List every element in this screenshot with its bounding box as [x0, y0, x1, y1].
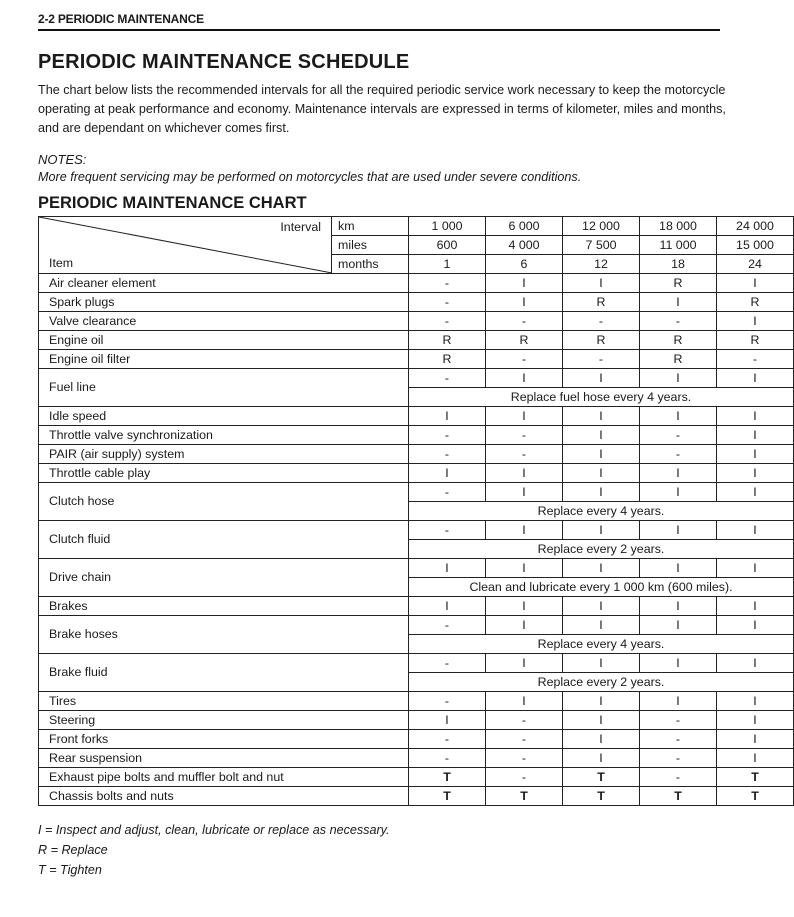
interval-value: I [717, 464, 794, 483]
interval-value: - [409, 616, 486, 635]
interval-value: I [486, 274, 563, 293]
km-value: 24 000 [717, 217, 794, 236]
interval-value: I [486, 559, 563, 578]
interval-value: - [409, 692, 486, 711]
item-name: Exhaust pipe bolts and muffler bolt and nut [39, 768, 409, 787]
table-row [39, 730, 794, 749]
interval-value: - [486, 711, 563, 730]
interval-value: I [640, 521, 717, 540]
row-note: Replace every 4 years. [409, 502, 794, 521]
interval-value: I [640, 407, 717, 426]
table-row [39, 597, 794, 616]
interval-item-header [39, 217, 332, 274]
notes-text: More frequent servicing may be performed on motorcycles that are used under severe conditions. [38, 170, 582, 184]
interval-value: I [563, 464, 640, 483]
interval-value: I [563, 426, 640, 445]
interval-value: - [409, 445, 486, 464]
interval-value: - [409, 483, 486, 502]
interval-value: I [563, 711, 640, 730]
interval-value: I [486, 369, 563, 388]
interval-value: R [486, 331, 563, 350]
interval-value: T [717, 787, 794, 806]
page-header: 2-2 PERIODIC MAINTENANCE [38, 12, 720, 31]
item-name: Tires [39, 692, 409, 711]
legend-replace: R = Replace [38, 843, 108, 857]
interval-value: - [409, 312, 486, 331]
km-value: 12 000 [563, 217, 640, 236]
item-column-label: Item [49, 256, 74, 270]
miles-value: 600 [409, 236, 486, 255]
interval-value: - [640, 711, 717, 730]
legend-tighten: T = Tighten [38, 863, 102, 877]
interval-value: I [717, 426, 794, 445]
item-name: Idle speed [39, 407, 409, 426]
item-name: PAIR (air supply) system [39, 445, 409, 464]
interval-value: I [717, 711, 794, 730]
interval-value: - [640, 445, 717, 464]
interval-value: - [563, 350, 640, 369]
interval-value: - [486, 749, 563, 768]
unit-months: months [332, 255, 409, 274]
interval-value: R [563, 331, 640, 350]
interval-value: I [563, 692, 640, 711]
row-note: Replace fuel hose every 4 years. [409, 388, 794, 407]
interval-value: I [563, 749, 640, 768]
interval-value: I [563, 616, 640, 635]
interval-value: T [409, 787, 486, 806]
interval-value: I [409, 407, 486, 426]
table-row [39, 654, 794, 673]
interval-value: I [409, 711, 486, 730]
table-row [39, 274, 794, 293]
interval-value: I [717, 597, 794, 616]
item-name: Front forks [39, 730, 409, 749]
interval-value: - [409, 730, 486, 749]
interval-value: I [563, 559, 640, 578]
notes-label: NOTES: [38, 152, 87, 167]
interval-value: - [409, 654, 486, 673]
page-title: PERIODIC MAINTENANCE SCHEDULE [38, 51, 410, 73]
interval-value: I [563, 483, 640, 502]
item-name: Throttle valve synchronization [39, 426, 409, 445]
interval-value: - [409, 293, 486, 312]
interval-value: I [717, 445, 794, 464]
interval-value: T [717, 768, 794, 787]
interval-value: I [563, 407, 640, 426]
table-row [39, 749, 794, 768]
table-row [39, 787, 794, 806]
interval-value: T [486, 787, 563, 806]
unit-miles: miles [332, 236, 409, 255]
table-row [39, 521, 794, 540]
interval-value: I [717, 369, 794, 388]
km-value: 6 000 [486, 217, 563, 236]
header-row-km [39, 217, 794, 236]
interval-value: I [563, 369, 640, 388]
item-name: Rear suspension [39, 749, 409, 768]
item-name: Engine oil filter [39, 350, 409, 369]
row-note: Replace every 2 years. [409, 540, 794, 559]
interval-value: I [717, 730, 794, 749]
item-name: Engine oil [39, 331, 409, 350]
interval-value: I [717, 521, 794, 540]
interval-value: I [717, 559, 794, 578]
interval-value: - [717, 350, 794, 369]
table-row [39, 616, 794, 635]
interval-value: T [563, 787, 640, 806]
interval-value: - [640, 730, 717, 749]
months-value: 1 [409, 255, 486, 274]
interval-value: R [717, 331, 794, 350]
interval-value: T [409, 768, 486, 787]
interval-value: T [640, 787, 717, 806]
interval-value: I [717, 312, 794, 331]
row-note: Replace every 2 years. [409, 673, 794, 692]
table-row [39, 369, 794, 388]
interval-value: I [563, 445, 640, 464]
interval-value: I [486, 407, 563, 426]
interval-value: I [409, 464, 486, 483]
item-name: Chassis bolts and nuts [39, 787, 409, 806]
interval-value: - [409, 274, 486, 293]
interval-value: R [640, 331, 717, 350]
interval-value: I [640, 369, 717, 388]
item-name: Valve clearance [39, 312, 409, 331]
item-name: Spark plugs [39, 293, 409, 312]
table-row [39, 331, 794, 350]
interval-value: - [409, 369, 486, 388]
intro-paragraph: The chart below lists the recommended intervals for all the required periodic service work necessary to keep the motorcycle operating at peak performance and economy. Maintenance intervals are expressed in terms of kilometer, miles and months, and are dependant on whichever comes first. [38, 83, 726, 135]
miles-value: 7 500 [563, 236, 640, 255]
interval-value: T [563, 768, 640, 787]
interval-value: I [640, 559, 717, 578]
km-value: 1 000 [409, 217, 486, 236]
interval-value: I [563, 730, 640, 749]
interval-value: I [486, 616, 563, 635]
interval-value: I [640, 483, 717, 502]
interval-value: - [640, 768, 717, 787]
item-name: Brake hoses [39, 616, 409, 654]
interval-value: I [640, 597, 717, 616]
interval-value: - [486, 312, 563, 331]
item-name: Steering [39, 711, 409, 730]
interval-value: I [717, 407, 794, 426]
interval-value: I [409, 597, 486, 616]
interval-value: R [717, 293, 794, 312]
table-row [39, 426, 794, 445]
months-value: 6 [486, 255, 563, 274]
interval-value: R [409, 331, 486, 350]
table-row [39, 483, 794, 502]
months-value: 18 [640, 255, 717, 274]
item-name: Air cleaner element [39, 274, 409, 293]
interval-value: I [486, 293, 563, 312]
interval-value: - [640, 749, 717, 768]
miles-value: 11 000 [640, 236, 717, 255]
interval-label: Interval [280, 220, 321, 234]
item-name: Clutch hose [39, 483, 409, 521]
interval-value: I [717, 692, 794, 711]
row-note: Clean and lubricate every 1 000 km (600 miles). [409, 578, 794, 597]
table-row [39, 293, 794, 312]
interval-value: - [486, 426, 563, 445]
maintenance-table [38, 216, 794, 806]
interval-value: - [409, 426, 486, 445]
km-value: 18 000 [640, 217, 717, 236]
interval-value: I [640, 464, 717, 483]
interval-value: I [563, 597, 640, 616]
legend-inspect: I = Inspect and adjust, clean, lubricate or replace as necessary. [38, 823, 390, 837]
table-row [39, 445, 794, 464]
table-row [39, 312, 794, 331]
table-row [39, 350, 794, 369]
miles-value: 4 000 [486, 236, 563, 255]
item-name: Brake fluid [39, 654, 409, 692]
item-name: Fuel line [39, 369, 409, 407]
interval-value: I [409, 559, 486, 578]
table-row [39, 464, 794, 483]
interval-value: I [717, 654, 794, 673]
interval-value: I [640, 654, 717, 673]
row-note: Replace every 4 years. [409, 635, 794, 654]
interval-value: - [486, 768, 563, 787]
table-row [39, 711, 794, 730]
interval-value: R [640, 274, 717, 293]
table-row [39, 692, 794, 711]
interval-value: I [717, 483, 794, 502]
manual-page [38, 12, 774, 880]
interval-value: I [640, 692, 717, 711]
interval-value: I [640, 293, 717, 312]
interval-value: R [563, 293, 640, 312]
item-name: Throttle cable play [39, 464, 409, 483]
months-value: 24 [717, 255, 794, 274]
interval-value: - [640, 312, 717, 331]
table-row [39, 768, 794, 787]
item-name: Clutch fluid [39, 521, 409, 559]
interval-value: - [563, 312, 640, 331]
item-name: Brakes [39, 597, 409, 616]
chart-title: PERIODIC MAINTENANCE CHART [38, 194, 307, 212]
interval-value: I [640, 616, 717, 635]
interval-value: I [486, 483, 563, 502]
table-row [39, 407, 794, 426]
interval-value: I [486, 521, 563, 540]
interval-value: - [486, 445, 563, 464]
interval-value: - [486, 730, 563, 749]
legend [38, 820, 720, 880]
unit-km: km [332, 217, 409, 236]
interval-value: I [563, 274, 640, 293]
interval-value: I [486, 464, 563, 483]
interval-value: - [409, 749, 486, 768]
interval-value: I [563, 521, 640, 540]
interval-value: R [640, 350, 717, 369]
interval-value: I [717, 616, 794, 635]
interval-value: - [486, 350, 563, 369]
table-row [39, 559, 794, 578]
interval-value: R [409, 350, 486, 369]
miles-value: 15 000 [717, 236, 794, 255]
item-name: Drive chain [39, 559, 409, 597]
interval-value: I [717, 274, 794, 293]
interval-value: I [486, 654, 563, 673]
table-body [39, 217, 794, 806]
interval-value: I [486, 692, 563, 711]
months-value: 12 [563, 255, 640, 274]
interval-value: I [486, 597, 563, 616]
interval-value: I [563, 654, 640, 673]
interval-value: - [409, 521, 486, 540]
interval-value: - [640, 426, 717, 445]
interval-value: I [717, 749, 794, 768]
